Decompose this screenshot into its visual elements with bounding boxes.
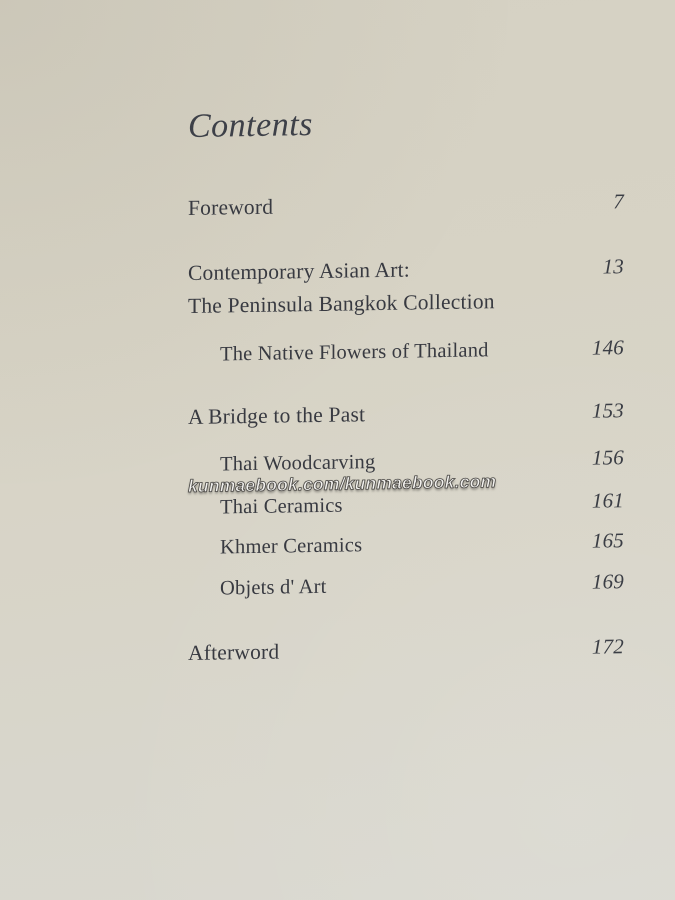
toc-entry-label: A Bridge to the Past [188,402,366,429]
toc-entry-page-number: 146 [591,335,624,360]
toc-entry-label: Thai Woodcarving [220,451,376,476]
toc-entry-page-number: 156 [591,445,624,470]
toc-entry-label: Thai Ceramics [220,494,343,519]
page-title: Contents [188,106,313,145]
toc-entry [188,634,624,666]
toc-entry-page-number: 165 [591,528,624,553]
toc-entry-label: Foreword [188,194,274,220]
toc-entry-page-number: 7 [613,189,624,214]
toc-entry-label-line2: The Peninsula Bangkok Collection [188,289,495,318]
toc-entry-label: Afterword [188,639,280,665]
table-of-contents [188,93,624,680]
toc-entry [188,189,624,221]
toc-entry [188,335,624,367]
toc-entry-label: The Native Flowers of Thailand [220,339,489,366]
toc-entry-page-number: 161 [591,488,624,513]
toc-entry-page-number: 169 [591,569,624,594]
toc-entry-page-number: 13 [602,254,624,279]
toc-entry-label: Contemporary Asian Art: [188,257,410,285]
toc-entry-page-number: 153 [591,398,624,423]
toc-entry [188,254,624,286]
toc-entry-page-number: 172 [591,634,624,659]
toc-entry [188,528,624,560]
toc-entry [188,398,624,430]
toc-entry-label: Khmer Ceramics [220,534,363,559]
toc-entry [188,569,624,601]
watermark-overlay: kunmaebook.com/kunmaebook.com [188,471,497,496]
toc-entry-label: Objets d' Art [220,575,327,600]
